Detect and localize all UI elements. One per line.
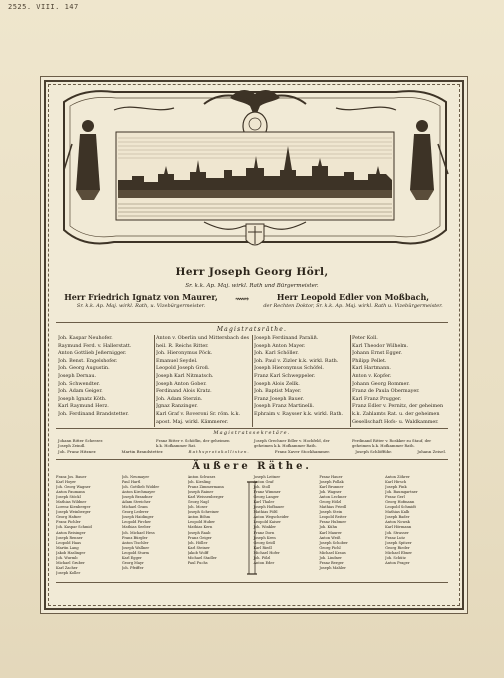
list-item: Joseph Raab bbox=[187, 530, 211, 535]
list-item: Anton Kirchmayer bbox=[121, 490, 156, 495]
list-item: apost. Maj. wirkl. Kämmerer. bbox=[156, 418, 229, 425]
right-vice-mayor-name: Herr Leopold Edler von Moßbach, bbox=[276, 292, 430, 302]
section-magistratsraethe-heading: Magistratsräthe. bbox=[216, 326, 288, 333]
list-item: Jakob Wolff bbox=[187, 550, 209, 555]
list-item: Georg Rieder bbox=[385, 545, 410, 550]
list-item: Philipp Pellet. bbox=[352, 357, 387, 364]
list-item: Michael Kraus bbox=[319, 550, 346, 555]
list-item: Anton Schwarz bbox=[187, 475, 216, 479]
list-item: Joh. Benst. Engelshofer. bbox=[58, 357, 118, 364]
list-item: Joh. Karl Schöller. bbox=[254, 350, 299, 357]
list-item: Georg Hafner bbox=[56, 515, 82, 520]
sekretaere-list bbox=[58, 438, 446, 448]
list-item: geheimen k.k. Hofkammer Rath. bbox=[254, 443, 317, 448]
list-item: Karl Hoyer bbox=[56, 480, 77, 485]
list-item: Anton Tischler bbox=[121, 540, 149, 545]
list-item: Joseph Haidinger bbox=[121, 515, 154, 520]
list-item: Joseph Bader bbox=[385, 515, 410, 520]
rathsprotokollisten-heading: Rathsprotokollisten. bbox=[188, 449, 250, 454]
list-item: Georg Lederer bbox=[121, 510, 149, 515]
list-item: Franz Ritter v. Schöflin, der geheimen bbox=[156, 438, 230, 443]
list-item: Leopold Sturm bbox=[121, 550, 149, 555]
list-item: Anton Lechner bbox=[319, 495, 347, 500]
list-item: Georg Langer bbox=[253, 495, 279, 500]
left-vice-mayor-title: Sr. k.k. Ap. Maj. wirkl. Rath, u. Vizebürgermeister. bbox=[76, 303, 206, 309]
page-title: Herr Joseph Georg Hörl, bbox=[175, 266, 329, 278]
list-item: Georg Hölzl bbox=[319, 500, 342, 505]
vice-mayors bbox=[56, 292, 448, 309]
list-item: Joh. Michael Hess bbox=[121, 530, 155, 535]
list-item: Jgnaz Ranzinger. bbox=[156, 403, 198, 410]
list-item: Karl Hirsch bbox=[385, 480, 407, 485]
list-item: Gesellschaft Hofs- u. Waldkammer. bbox=[352, 418, 439, 425]
list-item: Karl Raymund Herz. bbox=[58, 403, 109, 410]
list-item: Paul Fuchs bbox=[187, 560, 208, 565]
page-subtitle: Sr. k.k. Ap. Maj. wirkl. Rath und Bürgermeister. bbox=[185, 283, 319, 289]
list-item: Franz Jos. Bauer bbox=[56, 475, 87, 479]
list-item: Joh. Pfeiffer bbox=[121, 565, 144, 570]
list-item: Franz Berger bbox=[319, 560, 344, 565]
list-item: Joh. Wurmb bbox=[56, 555, 78, 560]
list-item: Johann Ernst Egger. bbox=[352, 350, 402, 357]
right-vice-mayor-title: der Rechten Doktor, Sr. k.k. Ap. Maj. wirkl. Rath u. Vizebürgermeister. bbox=[263, 303, 443, 309]
list-item: Georg Hofmann bbox=[385, 500, 415, 505]
list-item: Joh. Baptist Mayer. bbox=[254, 388, 302, 395]
list-item: Joh. Strasser bbox=[385, 530, 409, 535]
list-item: Franz Dorn bbox=[253, 530, 275, 535]
list-item: Leopold Pircher bbox=[121, 520, 152, 525]
list-item: Joseph Mahler bbox=[319, 565, 346, 570]
list-item: Franz Gerl bbox=[385, 495, 405, 500]
list-item: Karl Egger bbox=[121, 555, 142, 560]
left-vice-mayor-name: Herr Friedrich Ignatz von Maurer, bbox=[64, 292, 218, 302]
list-item: Franz de Paula Obermayer. bbox=[352, 388, 420, 395]
list-item: Joh. Franz Hitzner. bbox=[58, 449, 97, 454]
list-item: Mathias Wildner bbox=[56, 500, 87, 505]
list-item: Johann Ritter Scherzer. bbox=[58, 438, 104, 443]
list-item: Joh. Hieronymus Pöck. bbox=[156, 350, 213, 357]
list-item: heil. R. Reichs Ritter. bbox=[156, 342, 209, 349]
list-item: Joh. Lindner bbox=[319, 555, 342, 560]
list-item: Franz Edler v. Pernitz, der geheimen bbox=[352, 403, 444, 410]
list-item: Joh. Moser bbox=[187, 505, 208, 510]
list-item: Anton Zöhrer bbox=[385, 475, 410, 479]
list-item: Joh. Adam Sterzin. bbox=[156, 395, 203, 402]
list-item: Jakob Haslinger bbox=[56, 550, 86, 555]
rathsprotokollisten-list bbox=[58, 449, 446, 454]
list-item: Joseph Alois Zellk. bbox=[254, 380, 300, 387]
list-item: Michael Gram bbox=[121, 505, 148, 510]
list-item: Joh. Kühn bbox=[319, 525, 338, 530]
list-item: Anton Eder bbox=[253, 560, 275, 565]
list-item: Franz Zimmermann bbox=[187, 485, 224, 490]
list-item: Joseph Renner bbox=[56, 535, 83, 540]
list-item: Karl Steiner bbox=[187, 545, 210, 550]
list-item: Franz Xaver Stockhammer. bbox=[274, 449, 331, 454]
list-item: Johann Zeisel. bbox=[417, 449, 446, 454]
list-item: geheimen k.k. Hofkammer Rath. bbox=[352, 443, 415, 448]
flourish-icon: ⟿ bbox=[234, 294, 250, 305]
list-item: Karl Theodor Wilhelm. bbox=[352, 342, 409, 349]
list-item: Joh. Kaspar Neuhofer. bbox=[58, 335, 113, 341]
list-item: Leopold Schmidt bbox=[385, 505, 416, 510]
list-item: Emanuel Seydel. bbox=[156, 357, 198, 364]
list-item: Johann Georg Rommer. bbox=[352, 380, 410, 387]
list-item: Michael Ebner bbox=[385, 550, 412, 555]
catalog-mark: 2525. VIII. 147 bbox=[8, 3, 79, 11]
list-item: Franz Wimmer bbox=[253, 490, 281, 495]
list-item: Joh. Adam Geiger. bbox=[58, 388, 103, 395]
list-item: Lorenz Kienberger bbox=[56, 505, 91, 510]
list-item: Anton Prager bbox=[385, 560, 410, 565]
list-item: Leopold Joseph Groß. bbox=[156, 365, 210, 372]
list-item: Franz Geiger bbox=[187, 535, 212, 540]
list-item: Franz Hauer bbox=[319, 475, 343, 479]
list-item: Joh. Kaspar Schmid bbox=[56, 525, 92, 530]
list-item: Joseph Anton Gober. bbox=[156, 380, 207, 387]
list-item: Anton Nowak bbox=[385, 520, 410, 525]
list-item: Martin Lang bbox=[56, 545, 79, 550]
list-item: Joh. Baumgartner bbox=[385, 490, 418, 495]
right-figure-icon bbox=[410, 120, 448, 200]
list-item: k.k. Zahlamts Rat. u. der geheimen bbox=[352, 410, 440, 417]
list-item: Karl Brunner bbox=[319, 485, 344, 490]
list-item: Joseph Weinberger bbox=[56, 510, 91, 515]
list-item: Joseph Leitner bbox=[253, 475, 281, 479]
list-item: Anton Wegscheider bbox=[253, 515, 289, 520]
list-item: Joseph Hofbauer bbox=[253, 505, 285, 510]
list-item: Joseph Anton Mayer. bbox=[254, 342, 306, 349]
list-item: Joh. Georg Augustin. bbox=[58, 365, 110, 372]
list-item: Karl Riedl bbox=[253, 545, 272, 550]
list-item: Joh. Kiesling bbox=[187, 480, 211, 485]
list-item: Joh. Höller bbox=[187, 540, 208, 545]
list-item: Joh. Neumayer bbox=[121, 475, 150, 479]
list-item: Georg Seidl bbox=[253, 540, 275, 545]
list-item: Joseph Wallner bbox=[121, 545, 150, 550]
list-item: Georg Mayr bbox=[121, 560, 144, 565]
list-item: Joh. Pölzl bbox=[253, 555, 271, 560]
list-item: Leopold Haas bbox=[56, 540, 81, 545]
list-item: Karl Hörmann bbox=[385, 525, 412, 530]
list-item: Joseph Karl Nitmatsch. bbox=[156, 372, 214, 379]
list-item: Karl Weissenberger bbox=[187, 495, 224, 500]
list-item: Joseph Ignatz Köth. bbox=[58, 395, 107, 402]
list-item: Joseph Ferdinand Paraliß. bbox=[254, 335, 319, 341]
list-item: Karl Franz Prugger. bbox=[352, 395, 402, 402]
list-item: Franz Karl Schweppeler. bbox=[254, 372, 316, 379]
list-item: Joseph Franz Martinelli. bbox=[254, 403, 315, 410]
list-item: Peter Koll. bbox=[352, 335, 378, 341]
list-item: Adam Streicher bbox=[121, 500, 151, 505]
list-item: Joseph Schober bbox=[319, 540, 348, 545]
list-item: Anton Reisinger bbox=[56, 530, 86, 535]
list-item: Mathias Kalb bbox=[385, 510, 410, 515]
list-item: Joseph Zeindl. bbox=[58, 443, 86, 448]
coat-of-arms-icon bbox=[246, 224, 264, 245]
list-item: Joseph Stein bbox=[319, 510, 343, 515]
list-item: Franz Pichler bbox=[56, 520, 81, 525]
list-item: Joseph Dernau. bbox=[58, 372, 97, 379]
list-item: Anton Weiß bbox=[319, 535, 341, 540]
list-item: Anton v. Oberlin und Mittersbach des bbox=[156, 335, 250, 341]
list-item: Anton Paumann bbox=[56, 490, 85, 495]
list-item: Anton Böhm bbox=[187, 515, 211, 520]
list-item: Ferdinand Alois Kratz. bbox=[156, 388, 212, 395]
list-item: Franz Hubmer bbox=[319, 520, 347, 525]
list-item: Franz Lutz bbox=[385, 535, 405, 540]
list-item: Joseph Stöckl bbox=[56, 495, 81, 500]
list-item: Mathias Kern bbox=[187, 525, 213, 530]
list-item: Anton Graf bbox=[253, 480, 274, 485]
list-item: Karl Zacher bbox=[56, 565, 78, 570]
list-item: Karl Hartmann. bbox=[352, 365, 391, 372]
list-item: Leopold Kaiser bbox=[253, 520, 281, 525]
list-item: Karl Maurer bbox=[319, 530, 342, 535]
section-sekretaere-heading: Magistratssekretäre. bbox=[213, 430, 291, 436]
list-item: Joseph Fink bbox=[385, 485, 407, 490]
list-item: Joh. Schwendter. bbox=[58, 380, 100, 387]
list-item: Michael Stadler bbox=[187, 555, 217, 560]
list-item: Joh. Stoll bbox=[253, 485, 271, 490]
list-item: Joh. Schütz bbox=[385, 555, 406, 560]
list-item: Michael Gruber bbox=[56, 560, 85, 565]
list-item: Mathias Friedl bbox=[319, 505, 347, 510]
list-item: Anton v. Kopfer. bbox=[352, 372, 392, 379]
list-item: Joseph Grechner Edler v. Hochfeld, der bbox=[254, 438, 330, 443]
list-item: Joh. Winkler bbox=[253, 525, 276, 530]
section-aussere-heading: Äußere Räthe. bbox=[192, 461, 312, 472]
list-item: Anton Gottlieb Jeßernigger. bbox=[58, 350, 127, 357]
list-item: Paul Hartl bbox=[121, 480, 141, 485]
list-item: k.k. Hofkammer Rat. bbox=[156, 443, 197, 448]
list-item: Joh. Georg Wagner bbox=[56, 485, 91, 490]
list-item: Joseph Pollak bbox=[319, 480, 344, 485]
list-item: Joh. Paul v. Zizler k.k. wirkl. Rath. bbox=[254, 357, 339, 364]
list-item: Joseph Hieronymus Schöfel. bbox=[254, 365, 324, 372]
list-item: Ferdinand Ritter v. Roskker zu Stauf, der bbox=[352, 438, 432, 443]
list-item: Franz Bürgler bbox=[121, 535, 148, 540]
list-item: Karl Graf v. Roveroni Sr. röm. k.k. bbox=[156, 410, 241, 417]
list-item: Karl Thaler bbox=[253, 500, 275, 505]
list-item: Joh. Ferdinand Brandstetter. bbox=[58, 410, 129, 417]
list-item: Leopold Huber bbox=[187, 520, 215, 525]
list-item: Joh. Gottlieb Widder bbox=[121, 485, 160, 490]
list-item: Raymund Ferd. v. Hallerstatt. bbox=[58, 342, 132, 349]
list-item: Joseph Spitzer bbox=[385, 540, 412, 545]
list-item: Georg Nagl bbox=[187, 500, 209, 505]
list-item: Joseph Schreiner bbox=[187, 510, 219, 515]
list-item: Mathias Seeber bbox=[121, 525, 151, 530]
list-item: Ephraim v. Raysser k.k. wirkl. Rath. bbox=[254, 410, 344, 417]
left-figure-icon bbox=[64, 120, 100, 200]
list-item: Martin Brandstetter. bbox=[121, 449, 164, 454]
list-item: Joseph Rainer bbox=[187, 490, 214, 495]
column-ornament-icon bbox=[247, 478, 257, 578]
list-item: Joseph Kren bbox=[253, 535, 276, 540]
list-item: Joseph Koller bbox=[56, 570, 81, 575]
list-item: Georg Pichl bbox=[319, 545, 341, 550]
list-item: Joseph Schlöfführ. bbox=[355, 449, 393, 454]
list-item: Joseph Brandner bbox=[121, 495, 153, 500]
list-item: Joh. Wagner bbox=[319, 490, 342, 495]
list-item: Franz Joseph Bauer. bbox=[254, 395, 304, 402]
city-engraving bbox=[54, 80, 456, 255]
list-item: Mathias Pöltl bbox=[253, 510, 278, 515]
list-item: Leopold Reiter bbox=[319, 515, 347, 520]
list-item: Michael Hofer bbox=[253, 550, 280, 555]
